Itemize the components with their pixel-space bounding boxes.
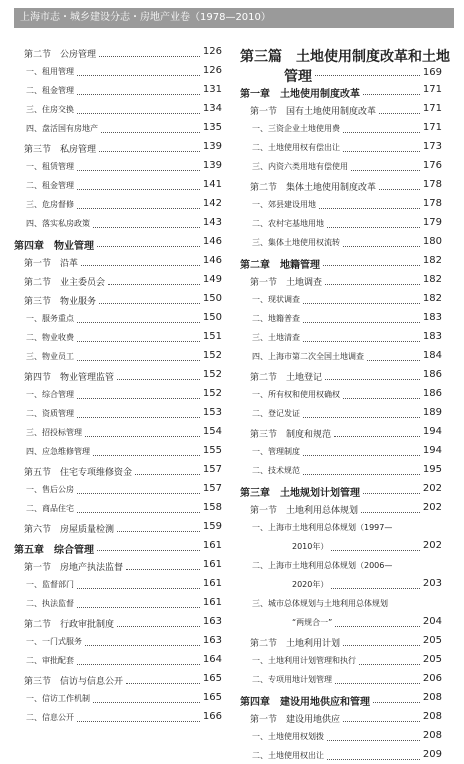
toc-page-number: 159 (202, 521, 222, 532)
toc-page-number: 153 (202, 407, 222, 418)
toc-entry-title: 二、技术规范 (252, 466, 300, 475)
toc-entry (14, 289, 222, 308)
toc-page-number: 146 (202, 236, 222, 247)
toc-entry-title: 一、综合管理 (26, 390, 74, 399)
toc-leader-dots (343, 398, 420, 399)
toc-entry-title: 第五节 住宅专项维修资金 (24, 468, 133, 478)
toc-entry (14, 213, 222, 232)
toc-leader-dots (93, 455, 200, 456)
toc-leader-dots (303, 303, 420, 304)
toc-entry-title: 二、商品住宅 (26, 504, 74, 513)
toc-entry (240, 42, 450, 85)
toc-leader-dots (93, 702, 200, 703)
toc-entry-title: 第一节 国有土地使用制度改革 (250, 107, 377, 117)
toc-page-number: 186 (422, 388, 442, 399)
toc-entry (14, 593, 222, 612)
toc-page-number: 139 (202, 141, 222, 152)
toc-page-number: 180 (422, 236, 442, 247)
toc-leader-dots (325, 284, 420, 285)
toc-page-number: 194 (422, 445, 442, 456)
toc-entry-title: 二、物业收费 (26, 333, 74, 342)
toc-entry (240, 213, 442, 232)
toc-page-number: 209 (422, 749, 442, 760)
toc-leader-dots (379, 189, 420, 190)
toc-page-number: 150 (202, 293, 222, 304)
toc-entry-title: 二、农村宅基地用地 (252, 219, 324, 228)
toc-entry (14, 232, 222, 251)
toc-entry-title: 四、落实私房政策 (26, 219, 90, 228)
toc-entry-title: 第一节 建设用地供应 (250, 715, 341, 725)
toc-entry-title: 第二节 公房管理 (24, 50, 97, 60)
toc-page-number: 178 (422, 179, 442, 190)
toc-leader-dots (77, 721, 200, 722)
toc-entry (14, 194, 222, 213)
toc-entry (240, 232, 442, 251)
toc-entry-title: 二、土地使用权出让 (252, 751, 324, 760)
toc-entry (240, 327, 442, 346)
toc-page-number: 131 (202, 84, 222, 95)
toc-entry-title: 第一节 沿革 (24, 259, 79, 269)
toc-leader-dots (135, 474, 200, 475)
toc-leader-dots (77, 94, 200, 95)
toc-leader-dots (77, 189, 200, 190)
toc-page-number: 157 (202, 464, 222, 475)
toc-page-number: 135 (202, 122, 222, 133)
toc-page-number: 184 (422, 350, 442, 361)
toc-entry (14, 118, 222, 137)
toc-entry-title: 第二章 地籍管理 (240, 260, 320, 271)
toc-entry (240, 593, 442, 612)
toc-entry (14, 175, 222, 194)
toc-page-number: 163 (202, 635, 222, 646)
toc-entry (14, 270, 222, 289)
toc-page-number: 142 (202, 198, 222, 209)
toc-leader-dots (77, 208, 200, 209)
toc-entry-title: 第六节 房屋质量检测 (24, 525, 115, 535)
toc-entry (14, 346, 222, 365)
toc-leader-dots (77, 398, 200, 399)
toc-page-number: 202 (422, 540, 442, 551)
toc-entry-title: 第四章 建设用地供应和管理 (240, 697, 370, 708)
toc-entry-title-continued: 管理 (284, 69, 312, 85)
toc-entry-title: 二、租金管理 (26, 181, 74, 190)
toc-leader-dots (117, 379, 200, 380)
toc-leader-dots (126, 683, 200, 684)
toc-page-number: 194 (422, 426, 442, 437)
toc-entry (240, 517, 442, 536)
toc-page-number: 203 (422, 578, 442, 589)
toc-entry (14, 403, 222, 422)
toc-entry-title: 三、集体土地使用权流转 (252, 238, 340, 247)
toc-entry (240, 726, 442, 745)
toc-entry-title: 三、内资六类用地有偿使用 (252, 162, 348, 171)
toc-page-number: 134 (202, 103, 222, 114)
toc-leader-dots (327, 227, 420, 228)
toc-entry (14, 707, 222, 726)
toc-entry (240, 365, 442, 384)
toc-entry-title: 一、郊县建设用地 (252, 200, 316, 209)
toc-entry-title: 二、审批配套 (26, 656, 74, 665)
toc-page-number: 165 (202, 673, 222, 684)
toc-entry-title: 一、管理制度 (252, 447, 300, 456)
toc-leader-dots (319, 208, 420, 209)
toc-entry-title: 二、上海市土地利用总体规划（2006— (252, 561, 393, 570)
toc-entry (240, 118, 442, 137)
toc-entry (240, 137, 442, 156)
toc-entry-title: 第一节 房地产执法监督 (24, 563, 124, 573)
toc-page-number: 171 (422, 122, 442, 133)
toc-leader-dots (327, 740, 420, 741)
toc-entry-title: 一、租赁管理 (26, 162, 74, 171)
toc-page-number: 205 (422, 654, 442, 665)
toc-page-number: 161 (202, 578, 222, 589)
toc-entry-title: 二、地籍普查 (252, 314, 300, 323)
toc-page-number: 165 (202, 692, 222, 703)
toc-leader-dots (117, 531, 200, 532)
toc-leader-dots (77, 113, 200, 114)
toc-page-number: 179 (422, 217, 442, 228)
toc-leader-dots (77, 170, 200, 171)
toc-page-number: 186 (422, 369, 442, 380)
toc-leader-dots (77, 493, 200, 494)
toc-leader-dots (325, 379, 420, 380)
toc-page-number: 166 (202, 711, 222, 722)
toc-entry (240, 403, 442, 422)
toc-leader-dots (77, 588, 200, 589)
toc-entry-title: 二、土地使用权有偿出让 (252, 143, 340, 152)
toc-entry (240, 80, 442, 99)
toc-leader-dots (343, 246, 420, 247)
toc-entry-title: 第四章 物业管理 (14, 241, 94, 252)
toc-entry (14, 631, 222, 650)
toc-entry (240, 688, 442, 707)
toc-leader-dots (77, 512, 200, 513)
toc-page-number: 163 (202, 616, 222, 627)
toc-leader-dots (331, 588, 420, 589)
toc-entry-title: 二、资质管理 (26, 409, 74, 418)
toc-entry (240, 745, 442, 764)
toc-leader-dots (77, 322, 200, 323)
toc-entry (14, 42, 222, 61)
toc-entry (240, 251, 442, 270)
toc-leader-dots (97, 550, 200, 551)
toc-entry-title: 一、土地利用计划管理和执行 (252, 656, 356, 665)
toc-leader-dots (379, 113, 420, 114)
toc-entry (240, 707, 442, 726)
toc-entry (240, 194, 442, 213)
toc-entry-title: 第二节 土地登记 (250, 373, 323, 383)
toc-leader-dots (359, 664, 420, 665)
toc-page-number: 171 (422, 103, 442, 114)
toc-leader-dots (373, 702, 420, 703)
toc-entry-title: 第二节 土地利用计划 (250, 639, 341, 649)
toc-leader-dots (101, 132, 200, 133)
toc-entry-title: 第一章 土地使用制度改革 (240, 89, 360, 100)
toc-page-number: 205 (422, 635, 442, 646)
toc-entry-title: 一、服务重点 (26, 314, 74, 323)
toc-entry-title: 第三篇 土地使用制度改革和土地 (240, 49, 450, 65)
toc-entry-title: 第三节 制度和规范 (250, 430, 332, 440)
toc-left-column (14, 42, 222, 726)
toc-entry (240, 631, 442, 650)
toc-page-number: 208 (422, 711, 442, 722)
toc-entry-title: 二、专项用地计划管理 (252, 675, 332, 684)
toc-page-number: 206 (422, 673, 442, 684)
toc-entry (14, 479, 222, 498)
toc-entry (14, 422, 222, 441)
toc-entry (240, 536, 442, 555)
toc-entry-title: 四、上海市第二次全国土地调查 (252, 352, 364, 361)
toc-leader-dots (99, 303, 200, 304)
toc-entry-title: 三、城市总体规划与土地利用总体规划 (252, 599, 388, 608)
toc-entry-title: 一、监督部门 (26, 580, 74, 589)
toc-leader-dots (351, 170, 420, 171)
toc-entry-title: 第二节 集体土地使用制度改革 (250, 183, 377, 193)
toc-page-number: 157 (202, 483, 222, 494)
toc-entry (14, 669, 222, 688)
toc-entry-title: 一、所有权和使用权确权 (252, 390, 340, 399)
toc-entry-title: 三、土地清查 (252, 333, 300, 342)
toc-leader-dots (363, 493, 420, 494)
toc-leader-dots (77, 607, 200, 608)
toc-page-number: 169 (422, 67, 442, 78)
toc-page-number: 146 (202, 255, 222, 266)
toc-page-number: 171 (422, 84, 442, 95)
toc-entry (14, 555, 222, 574)
toc-page-number: 202 (422, 502, 442, 513)
toc-entry (240, 99, 442, 118)
toc-leader-dots (303, 341, 420, 342)
toc-entry (240, 289, 442, 308)
toc-leader-dots (97, 246, 200, 247)
toc-page-number: 152 (202, 350, 222, 361)
toc-entry-title: 三、物业员工 (26, 352, 74, 361)
toc-entry (240, 422, 442, 441)
toc-page-number: 189 (422, 407, 442, 418)
toc-leader-dots (117, 626, 200, 627)
toc-page-number: 154 (202, 426, 222, 437)
toc-page-number: 152 (202, 369, 222, 380)
toc-entry (14, 365, 222, 384)
toc-leader-dots (303, 474, 420, 475)
toc-page-number: 161 (202, 597, 222, 608)
toc-entry-title: 一、土地使用权划拨 (252, 732, 324, 741)
toc-entry (14, 384, 222, 403)
toc-entry-title: 三、住房交换 (26, 105, 74, 114)
toc-entry-title: 第五章 综合管理 (14, 545, 94, 556)
toc-leader-dots (303, 322, 420, 323)
toc-entry (240, 441, 442, 460)
toc-page-number: 204 (422, 616, 442, 627)
toc-leader-dots (93, 227, 200, 228)
toc-entry (240, 460, 442, 479)
toc-entry (240, 479, 442, 498)
toc-entry (14, 441, 222, 460)
toc-leader-dots (335, 626, 420, 627)
toc-leader-dots (77, 341, 200, 342)
toc-entry-title: 2020年） (292, 580, 329, 589)
toc-leader-dots (108, 284, 200, 285)
toc-leader-dots (361, 512, 420, 513)
toc-entry (240, 384, 442, 403)
toc-entry-title: 第三节 物业服务 (24, 297, 97, 307)
toc-entry-title: 第三节 私房管理 (24, 145, 97, 155)
toc-page-number: 182 (422, 293, 442, 304)
toc-entry-title: 2010年） (292, 542, 329, 551)
toc-entry (14, 61, 222, 80)
toc-entry-title: 三、危房督修 (26, 200, 74, 209)
toc-leader-dots (327, 759, 420, 760)
toc-leader-dots (77, 664, 200, 665)
toc-page-number: 158 (202, 502, 222, 513)
toc-leader-dots (343, 721, 420, 722)
toc-entry-title: 第一节 土地利用总体规划 (250, 506, 359, 516)
toc-page-number: 141 (202, 179, 222, 190)
toc-entry-title: 一、售后公房 (26, 485, 74, 494)
toc-leader-dots (77, 360, 200, 361)
toc-entry (14, 80, 222, 99)
toc-right-column (240, 42, 450, 764)
toc-page-number: 182 (422, 274, 442, 285)
toc-entry (240, 156, 442, 175)
toc-leader-dots (343, 132, 420, 133)
toc-page-number: 182 (422, 255, 442, 266)
toc-entry (240, 555, 442, 574)
toc-leader-dots (334, 436, 420, 437)
toc-entry-title: 三、招投标管理 (26, 428, 82, 437)
toc-entry-title: 一、三资企业土地使用费 (252, 124, 340, 133)
page-header: 上海市志・城乡建设分志・房地产业卷（1978—2010） (14, 8, 454, 28)
toc-page-number: 183 (422, 312, 442, 323)
toc-page-number: 150 (202, 312, 222, 323)
toc-leader-dots (303, 455, 420, 456)
toc-leader-dots (343, 151, 420, 152)
toc-entry (240, 574, 442, 593)
toc-page-number: 126 (202, 46, 222, 57)
toc-entry-title: 第三节 信访与信息公开 (24, 677, 124, 687)
toc-entry (14, 327, 222, 346)
toc-entry (240, 175, 442, 194)
toc-entry-title: 二、租金管理 (26, 86, 74, 95)
toc-entry (14, 688, 222, 707)
toc-entry (14, 251, 222, 270)
toc-page-number: 161 (202, 559, 222, 570)
toc-leader-dots (99, 151, 200, 152)
toc-entry (240, 498, 442, 517)
toc-page-number: 155 (202, 445, 222, 456)
toc-leader-dots (126, 569, 200, 570)
toc-entry (240, 270, 442, 289)
toc-entry-title: 一、上海市土地利用总体规划（1997— (252, 523, 393, 532)
toc-page-number: 139 (202, 160, 222, 171)
toc-page-number: 202 (422, 483, 442, 494)
toc-page-number: 149 (202, 274, 222, 285)
toc-entry-title: 一、信访工作机制 (26, 694, 90, 703)
toc-page-number: 164 (202, 654, 222, 665)
toc-page-number: 161 (202, 540, 222, 551)
toc-page-number: 208 (422, 730, 442, 741)
toc-entry (14, 517, 222, 536)
toc-entry (14, 156, 222, 175)
toc-page-number: 152 (202, 388, 222, 399)
toc-entry (240, 308, 442, 327)
toc-entry (240, 650, 442, 669)
toc-entry-title: 第一节 土地调查 (250, 278, 323, 288)
toc-page-number: 151 (202, 331, 222, 342)
toc-leader-dots (323, 265, 420, 266)
toc-entry-title: 二、执法监督 (26, 599, 74, 608)
toc-leader-dots (335, 683, 420, 684)
toc-entry-title: 四、盘活国有房地产 (26, 124, 98, 133)
toc-entry-title: 一、一门式服务 (26, 637, 82, 646)
toc-entry (14, 650, 222, 669)
toc-entry (14, 308, 222, 327)
toc-entry (14, 536, 222, 555)
toc-entry (14, 137, 222, 156)
toc-entry-title: 一、现状调查 (252, 295, 300, 304)
toc-entry-title: 第三章 土地规划计划管理 (240, 488, 360, 499)
toc-entry-title: 第二节 业主委员会 (24, 278, 106, 288)
toc-leader-dots (367, 360, 420, 361)
toc-entry (14, 612, 222, 631)
toc-entry-title: 二、登记发证 (252, 409, 300, 418)
toc-entry (14, 574, 222, 593)
toc-page-number: 178 (422, 198, 442, 209)
toc-leader-dots (99, 56, 200, 57)
toc-entry (14, 498, 222, 517)
toc-leader-dots (343, 645, 420, 646)
toc-entry-title: 一、租用管理 (26, 67, 74, 76)
toc-page-number: 195 (422, 464, 442, 475)
toc-entry-title: 四、应急维修管理 (26, 447, 90, 456)
toc-entry (240, 669, 442, 688)
toc-entry (14, 99, 222, 118)
toc-leader-dots (363, 94, 420, 95)
toc-entry (14, 460, 222, 479)
toc-entry (240, 346, 442, 365)
toc-leader-dots (303, 417, 420, 418)
toc-page-number: 173 (422, 141, 442, 152)
toc-leader-dots (77, 75, 200, 76)
toc-entry-title: 二、信息公开 (26, 713, 74, 722)
toc-entry-title: 第四节 物业管理监管 (24, 373, 115, 383)
toc-leader-dots (85, 436, 200, 437)
toc-page-number: 126 (202, 65, 222, 76)
toc-leader-dots (85, 645, 200, 646)
toc-page-number: 143 (202, 217, 222, 228)
toc-leader-dots (315, 75, 420, 76)
toc-entry (240, 612, 442, 631)
toc-page-number: 183 (422, 331, 442, 342)
toc-entry-title: 第二节 行政审批制度 (24, 620, 115, 630)
toc-page-number: 208 (422, 692, 442, 703)
toc-leader-dots (331, 550, 420, 551)
toc-leader-dots (81, 265, 200, 266)
toc-leader-dots (77, 417, 200, 418)
toc-page-number: 176 (422, 160, 442, 171)
toc-entry-title: “两规合一” (292, 618, 333, 627)
